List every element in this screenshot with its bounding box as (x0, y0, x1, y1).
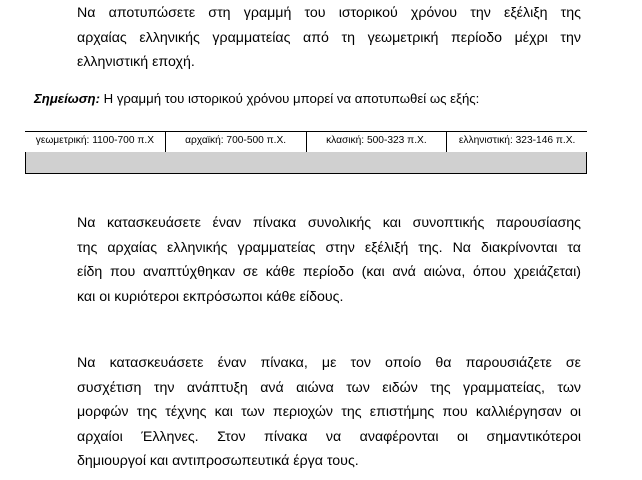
timeline-left-edge (25, 152, 26, 173)
paragraph-line: αρχαίοι Έλληνες. Στον πίνακα να αναφέρονται οι σημαντικότεροι (77, 428, 581, 445)
instruction-paragraph-summary-table (77, 211, 581, 309)
paragraph-line: συσχέτιση την ανάπτυξη ανά αιώνα των ειδών της γραμματείας, των (77, 379, 581, 396)
paragraph-line: και οι κυριότεροι εκπρόσωποι κάθε είδους. (77, 288, 344, 305)
paragraph-line: Να αποτυπώσετε στη γραμμή του ιστορικού χρόνου την εξέλιξη της (77, 5, 581, 21)
timeline-period-classical: κλασική: 500-323 π.Χ. (307, 132, 448, 152)
paragraph-line: ελληνιστική εποχή. (77, 54, 195, 70)
note-label: Σημείωση: (34, 91, 100, 106)
timeline-periods-row (25, 132, 587, 152)
instruction-paragraph-correlation-table (77, 351, 581, 474)
paragraph-line: Να κατασκευάσετε έναν πίνακα, με τον οποίο θα παρουσιάζετε σε (77, 355, 581, 371)
note-text: Η γραμμή του ιστορικού χρόνου μπορεί να αποτυπωθεί ως εξής: (99, 91, 480, 106)
paragraph-line: δημιουργοί και αντιπροσωπευτικά έργα τους. (77, 453, 359, 469)
timeline-period-hellenistic: ελληνιστική: 323-146 π.Χ. (458, 135, 576, 146)
timeline-period-geometric: γεωμετρική: 1100-700 π.Χ (25, 132, 166, 152)
note (34, 90, 479, 108)
paragraph-line: μορφών της τέχνης και των περιοχών της επιστήμης που καλλιέργησαν οι (77, 404, 581, 420)
paragraph-line: αρχαίας ελληνικής γραμματείας από τη γεωμετρική περίοδο μέχρι την (77, 29, 581, 46)
timeline-right-edge (586, 152, 587, 173)
timeline-period-archaic: αρχαϊκή: 700-500 π.Χ. (166, 132, 307, 152)
paragraph-line: της αρχαίας ελληνικής γραμματείας στην εξέλιξή της. Να διακρίνονται τα (77, 239, 581, 256)
instruction-paragraph-timeline (77, 1, 581, 75)
timeline-shaded-band (25, 152, 587, 173)
paragraph-line: είδη που αναπτύχθηκαν σε κάθε περίοδο (και ανά αιώνα, όπου χρειάζεται) (77, 264, 581, 280)
timeline-bar (25, 131, 587, 174)
paragraph-line: Να κατασκευάσετε έναν πίνακα συνολικής και συνοπτικής παρουσίασης (77, 215, 581, 231)
